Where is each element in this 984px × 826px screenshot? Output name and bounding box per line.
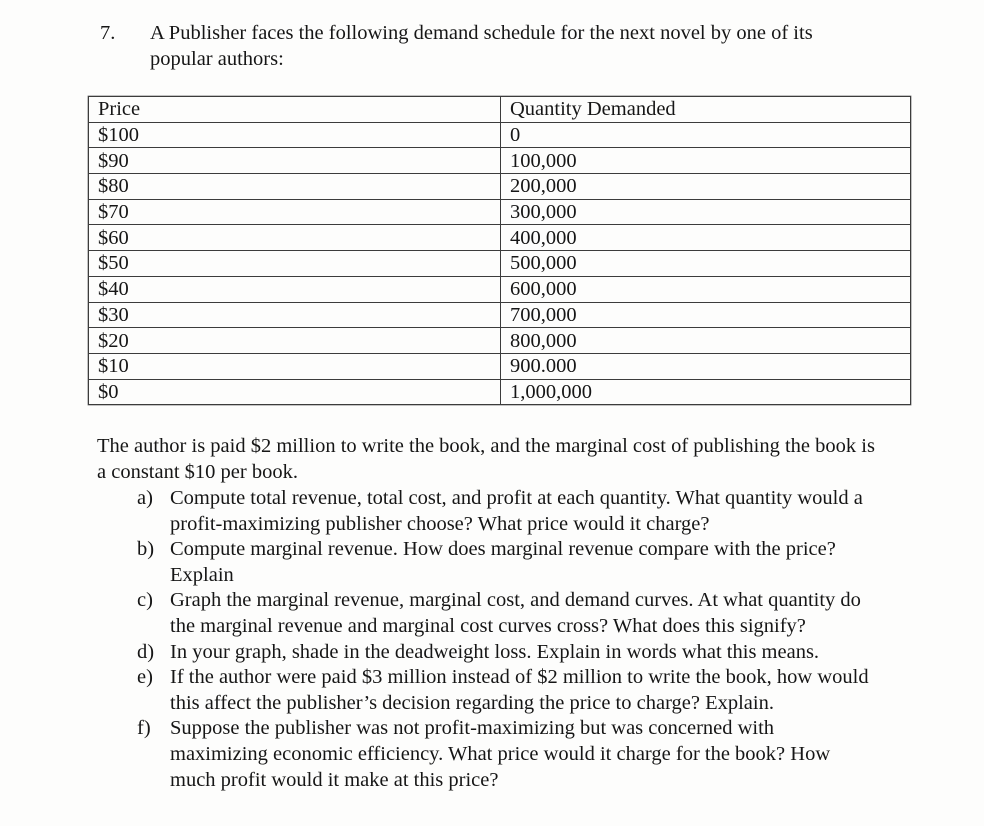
subquestion-text: Suppose the publisher was not profit-maximizing but was concerned with maximizing economic efficiency. What price would it charge for the book? How much profit would it make at this price?: [170, 717, 831, 791]
question-number: 7.: [100, 22, 116, 44]
quantity-column-header: Quantity Demanded: [501, 97, 911, 123]
price-cell: $60: [89, 225, 501, 251]
table-row: [89, 353, 911, 379]
table-row: [89, 174, 911, 200]
quantity-cell: 0: [501, 122, 911, 148]
subquestion-text: In your graph, shade in the deadweight loss. Explain in words what this means.: [170, 640, 820, 663]
price-cell: $40: [89, 276, 501, 302]
table-row: [89, 199, 911, 225]
quantity-cell: 1,000,000: [501, 379, 911, 405]
quantity-cell: 300,000: [501, 199, 911, 225]
cost-description-paragraph: The author is paid $2 million to write the book, and the marginal cost of publishing the book is a constant $10 per book.: [97, 435, 875, 483]
table-row: [89, 148, 911, 174]
subquestion-label: e): [137, 666, 153, 689]
price-cell: $50: [89, 251, 501, 277]
table-header-row: [89, 97, 911, 123]
table-row: [89, 122, 911, 148]
quantity-cell: 400,000: [501, 225, 911, 251]
table-row: [89, 251, 911, 277]
question-block: [100, 20, 890, 72]
quantity-cell: 100,000: [501, 148, 911, 174]
table-row: [89, 379, 911, 405]
subquestion-text: Graph the marginal revenue, marginal cost, and demand curves. At what quantity do the marginal revenue and marginal cost curves cross? What does this signify?: [170, 589, 861, 637]
subquestion-item: [137, 716, 907, 793]
subquestion-label: f): [137, 717, 151, 740]
price-column-header: Price: [89, 97, 501, 123]
table-body: [89, 122, 911, 405]
table-row: [89, 276, 911, 302]
demand-schedule-table: [88, 96, 911, 405]
quantity-cell: 500,000: [501, 251, 911, 277]
price-cell: $0: [89, 379, 501, 405]
quantity-cell: 700,000: [501, 302, 911, 328]
subquestion-item: [137, 640, 907, 666]
subquestion-text: If the author were paid $3 million instead of $2 million to write the book, how would this affect the publisher’s decision regarding the price to charge? Explain.: [170, 666, 869, 714]
price-cell: $100: [89, 122, 501, 148]
table-row: [89, 302, 911, 328]
quantity-cell: 200,000: [501, 174, 911, 200]
subquestion-text: Compute marginal revenue. How does marginal revenue compare with the price? Explain: [170, 538, 836, 586]
price-cell: $30: [89, 302, 501, 328]
price-cell: $10: [89, 353, 501, 379]
question-text: A Publisher faces the following demand schedule for the next novel by one of its popular authors:: [150, 22, 813, 70]
quantity-cell: 600,000: [501, 276, 911, 302]
subquestion-list: [137, 486, 907, 793]
quantity-cell: 800,000: [501, 328, 911, 354]
table-row: [89, 225, 911, 251]
subquestion-label: d): [137, 640, 155, 663]
subquestion-item: [137, 486, 907, 537]
price-cell: $90: [89, 148, 501, 174]
subquestion-label: b): [137, 538, 155, 561]
subquestion-text: Compute total revenue, total cost, and profit at each quantity. What quantity would a profit-maximizing publisher choose? What price would it charge?: [170, 487, 863, 535]
subquestion-item: [137, 665, 907, 716]
price-cell: $70: [89, 199, 501, 225]
price-cell: $20: [89, 328, 501, 354]
price-cell: $80: [89, 174, 501, 200]
quantity-cell: 900.000: [501, 353, 911, 379]
subquestion-item: [137, 537, 907, 588]
subquestion-item: [137, 588, 907, 639]
table-row: [89, 328, 911, 354]
subquestion-label: c): [137, 589, 153, 612]
subquestion-label: a): [137, 487, 153, 509]
